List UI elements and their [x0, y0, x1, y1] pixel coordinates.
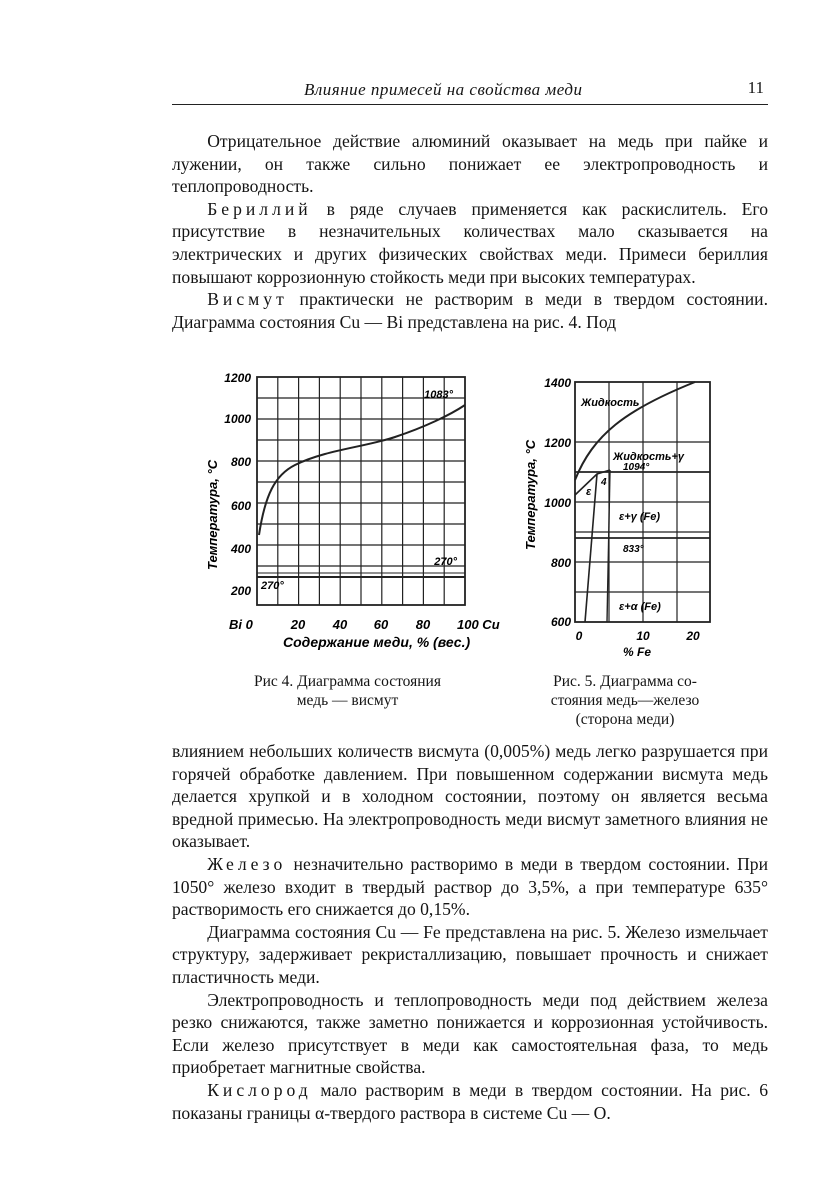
fig4-y-tick: 1200: [224, 371, 251, 385]
fig5-region-4: 4: [601, 477, 607, 488]
paragraph-aluminium: Отрицательное действие алюминий оказывает на медь при пайке и лужении, он также сильно понижает ее электропроводность и теплопроводность.: [172, 131, 768, 197]
fig5-y-tick: 600: [550, 615, 571, 629]
paragraph-iron: Железо незначительно растворимо в меди в твердом состоянии. При 1050° железо входит в твердый раствор до 3,5%, а при температуре 635° растворимость его снижается до 0,15%.: [172, 853, 768, 920]
fig4-annotation-270-right: 270°: [434, 556, 457, 568]
paragraph-bismuth-continued: влиянием небольших количеств висмута (0,005%) медь легко разрушается при горячей обработке давлением. При повышенном содержании висмута медь делается хрупкой и в холодном состоянии, поэтому он является весьма вредной примесью. На электропроводность меди висмут заметного влияния не оказывает.: [172, 741, 768, 852]
fig5-region-833: 833°: [623, 544, 644, 555]
paragraph-bismuth: Висмут практически не растворим в меди в твердом состоянии. Диаграмма состояния Cu — Bi представлена на рис. 4. Под: [172, 289, 768, 332]
paragraph-oxygen: Кислород мало растворим в меди в твердом состоянии. На рис. 6 показаны границы α-твердого раствора в системе Cu — O.: [172, 1079, 768, 1123]
fig5-x-tick: 10: [636, 629, 650, 643]
fig4-annotation-270-left: 270°: [261, 580, 284, 592]
fig5-y-tick: 1000: [544, 496, 571, 510]
paragraph-iron-effects: Электропроводность и теплопроводность меди под действием железа резко снижаются, также заметно понижается и коррозионная устойчивость. Если железо присутствует в меди как самостоятельная фаза, то медь приобретает магнитные свойства.: [172, 989, 768, 1078]
term-iron: Железо: [207, 853, 287, 874]
figure-5-cu-fe-diagram: [515, 370, 720, 670]
running-title: Влияние примесей на свойства меди: [304, 80, 583, 99]
fig5-x-tick: 20: [686, 629, 700, 643]
figure-4-caption: Рис 4. Диаграмма состояния медь — висмут: [254, 673, 441, 709]
fig4-x-tick: 80: [415, 617, 431, 632]
text-block-top: [172, 130, 768, 333]
fig5-x-tick: 0: [575, 629, 583, 643]
fig5-region-epsilon: ε: [586, 486, 592, 498]
term-bismuth: Висмут: [207, 289, 288, 310]
term-oxygen: Кислород: [207, 1079, 312, 1100]
running-header: [172, 74, 768, 105]
term-beryllium: Бериллий: [207, 198, 312, 219]
fig5-region-eps-gamma: ε+γ (Fe): [619, 511, 661, 523]
fig4-x-tick: Bi 0: [229, 617, 253, 632]
fig4-y-tick: 200: [230, 584, 251, 598]
paragraph-cu-fe-diagram: Диаграмма состояния Cu — Fe представлена на рис. 5. Железо измельчает структуру, задерживает рекристаллизацию, повышает прочность и снижает пластичность меди.: [172, 921, 768, 987]
fig4-annotation-1083: 1083°: [424, 389, 453, 401]
fig5-region-liquid-gamma: Жидкость+γ: [613, 451, 684, 463]
fig4-x-axis-label: Содержание меди, % (вес.): [283, 634, 471, 650]
fig4-y-tick: 400: [230, 542, 251, 556]
fig4-x-tick: 40: [332, 617, 348, 632]
fig5-region-1094: 1094°: [623, 462, 650, 473]
fig5-region-liquid: Жидкость: [581, 397, 640, 409]
paragraph-beryllium: Бериллий в ряде случаев применяется как раскислитель. Его присутствие в незначительных количествах мало сказывается на электрических и других физических свойствах меди. Примеси бериллия повышают коррозионную стойкость меди при высоких температурах.: [172, 198, 768, 287]
fig4-y-axis-label: Температура, °С: [205, 459, 220, 570]
fig5-y-tick: 1200: [544, 436, 571, 450]
fig5-y-tick: 800: [550, 556, 571, 570]
page-number: 11: [747, 78, 764, 97]
text-block-bottom: [172, 740, 768, 1124]
fig4-x-tick: 60: [373, 617, 389, 632]
fig4-y-tick: 1000: [224, 412, 251, 426]
fig5-y-tick: 1400: [544, 376, 571, 390]
fig5-y-axis-label: Температура, °С: [523, 439, 538, 550]
fig4-x-tick: 20: [290, 617, 306, 632]
fig4-x-tick: 100 Cu: [457, 617, 500, 632]
fig4-y-tick: 600: [230, 499, 251, 513]
fig5-region-eps-alpha: ε+α (Fe): [619, 601, 661, 613]
figure-4-cu-bi-diagram: [195, 365, 500, 670]
fig4-y-tick: 800: [230, 455, 251, 469]
figure-5-caption: Рис. 5. Диаграмма со- стояния медь—железо (сторона меди): [550, 673, 700, 728]
fig5-x-axis-label: % Fe: [622, 645, 652, 659]
